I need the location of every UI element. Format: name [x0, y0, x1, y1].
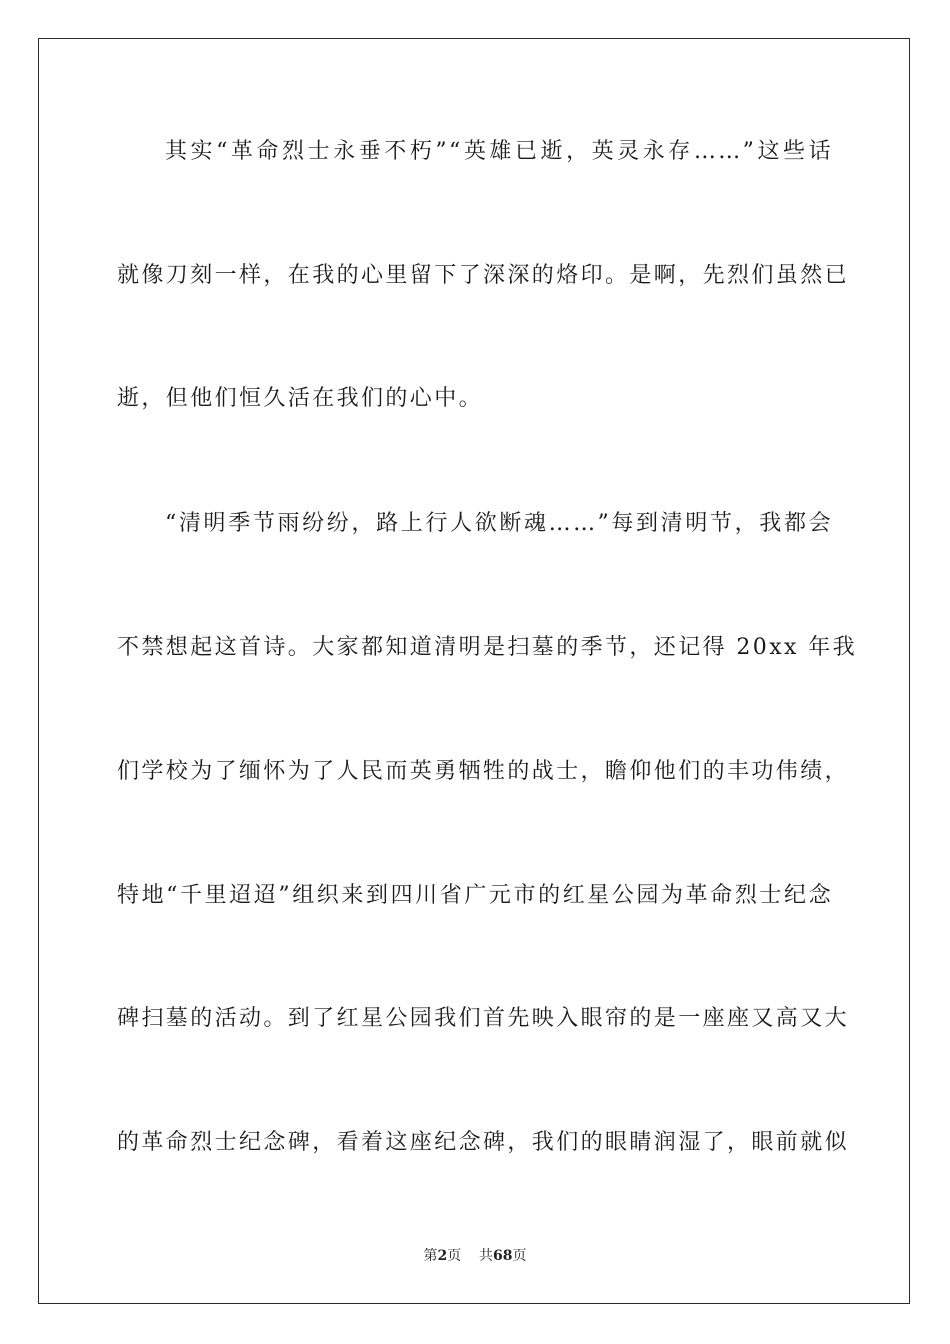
page-footer [0, 1247, 950, 1265]
paragraph-2-line-3: 们学校为了缅怀为了人民而英勇牺牲的战士，瞻仰他们的丰功伟绩， [117, 759, 850, 784]
page-border [38, 38, 910, 1304]
total-prefix: 共 [479, 1248, 494, 1264]
paragraph-2-line-6: 的革命烈士纪念碑，看着这座纪念碑，我们的眼睛润湿了，眼前就似 [117, 1130, 850, 1155]
page-suffix: 页 [447, 1248, 462, 1264]
paragraph-1-line-3: 逝，但他们恒久活在我们的心中。 [117, 386, 484, 411]
paragraph-1-line-1: 其实“革命烈士永垂不朽”“英雄已逝，英灵永存……”这些话 [165, 139, 833, 164]
page-prefix: 第 [423, 1248, 438, 1264]
total-pages: 68 [493, 1248, 513, 1264]
paragraph-2-line-4: 特地“千里迢迢”组织来到四川省广元市的红星公园为革命烈士纪念 [117, 883, 833, 908]
page-number: 2 [437, 1248, 448, 1264]
paragraph-1-line-2: 就像刀刻一样，在我的心里留下了深深的烙印。是啊，先烈们虽然已 [117, 263, 850, 288]
paragraph-2-line-2: 不禁想起这首诗。大家都知道清明是扫墓的季节，还记得 20xx 年我 [117, 635, 857, 660]
paragraph-2-line-5: 碑扫墓的活动。到了红星公园我们首先映入眼帘的是一座座又高又大 [117, 1006, 850, 1031]
paragraph-2-line-1: “清明季节雨纷纷，路上行人欲断魂……”每到清明节，我都会 [165, 511, 833, 536]
total-suffix: 页 [512, 1248, 527, 1264]
